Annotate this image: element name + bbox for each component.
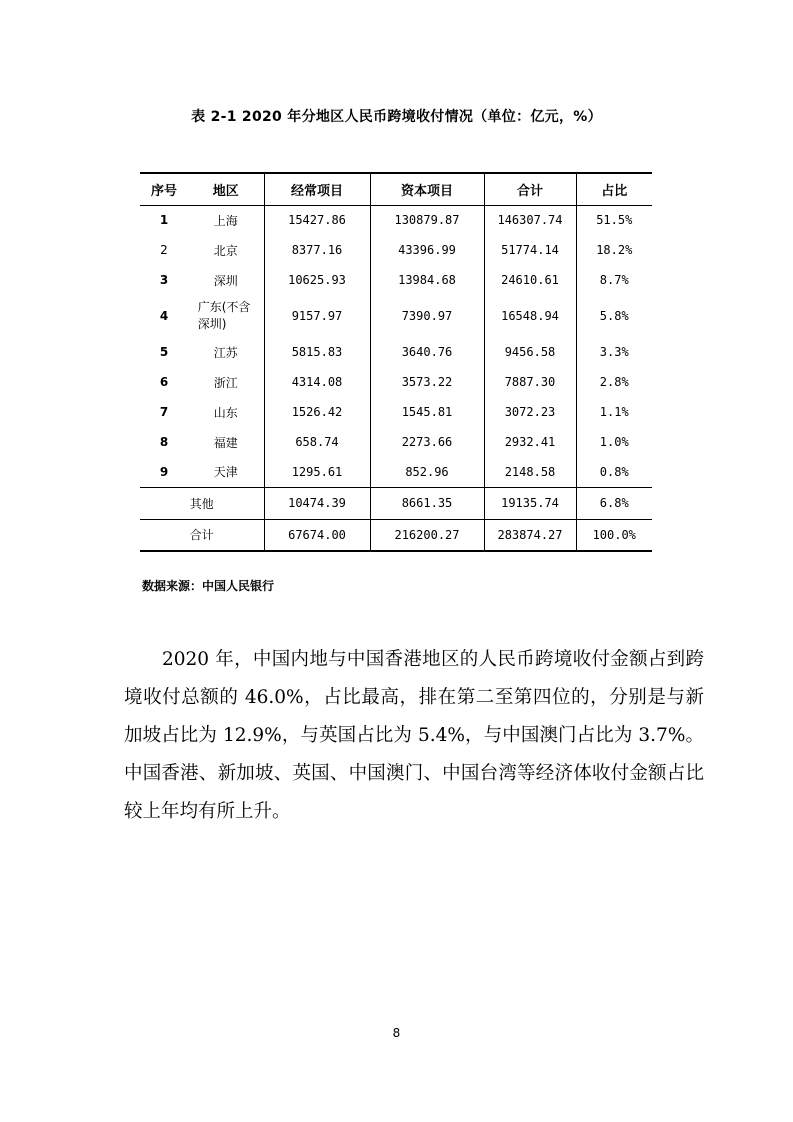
row-region: 北京 <box>213 243 238 258</box>
other-current: 10474.39 <box>264 487 370 519</box>
row-region-cell <box>188 295 264 337</box>
row-current: 4314.08 <box>264 367 370 397</box>
header-region: 地区 <box>188 173 264 205</box>
header-total: 合计 <box>484 173 576 205</box>
row-total: 16548.94 <box>484 295 576 337</box>
cross-border-rmb-table <box>140 172 652 552</box>
row-region: 山东 <box>213 405 238 420</box>
table-header-row <box>140 173 652 205</box>
row-total: 51774.14 <box>484 235 576 265</box>
row-index: 6 <box>159 375 169 389</box>
row-share: 0.8% <box>576 457 652 487</box>
total-total: 283874.27 <box>484 519 576 551</box>
row-capital: 1545.81 <box>370 397 484 427</box>
row-index: 1 <box>159 213 169 228</box>
row-capital: 13984.68 <box>370 265 484 295</box>
row-current: 658.74 <box>264 427 370 457</box>
row-share: 51.5% <box>576 205 652 235</box>
row-current: 5815.83 <box>264 337 370 367</box>
table-row-other <box>140 487 652 519</box>
row-index: 2 <box>160 243 168 257</box>
total-capital: 216200.27 <box>370 519 484 551</box>
row-index: 4 <box>159 309 169 323</box>
row-share: 3.3% <box>576 337 652 367</box>
row-capital: 3640.76 <box>370 337 484 367</box>
total-current: 67674.00 <box>264 519 370 551</box>
row-current: 8377.16 <box>264 235 370 265</box>
row-capital: 3573.22 <box>370 367 484 397</box>
row-total: 2932.41 <box>484 427 576 457</box>
row-current: 10625.93 <box>264 265 370 295</box>
table-row <box>140 427 652 457</box>
row-share: 8.7% <box>576 265 652 295</box>
row-capital: 7390.97 <box>370 295 484 337</box>
row-share: 18.2% <box>576 235 652 265</box>
row-index: 5 <box>159 345 169 359</box>
row-total: 24610.61 <box>484 265 576 295</box>
page-number: 8 <box>392 1026 401 1040</box>
row-current: 1295.61 <box>264 457 370 487</box>
row-total: 7887.30 <box>484 367 576 397</box>
table-row <box>140 265 652 295</box>
table-row <box>140 295 652 337</box>
data-source-note: 数据来源：中国人民银行 <box>142 579 275 593</box>
row-share: 2.8% <box>576 367 652 397</box>
table-row <box>140 235 652 265</box>
row-region: 深圳 <box>213 273 238 288</box>
total-share: 100.0% <box>576 519 652 551</box>
row-share: 1.1% <box>576 397 652 427</box>
table-row <box>140 367 652 397</box>
table-caption: 表 2-1 2020 年分地区人民币跨境收付情况（单位：亿元，%） <box>191 109 602 125</box>
row-capital: 43396.99 <box>370 235 484 265</box>
row-region: 福建 <box>213 435 238 450</box>
row-total: 3072.23 <box>484 397 576 427</box>
other-total: 19135.74 <box>484 487 576 519</box>
row-region: 上海 <box>213 213 238 228</box>
header-share: 占比 <box>576 173 652 205</box>
row-region: 广东(不含深圳) <box>197 300 251 331</box>
table-row <box>140 457 652 487</box>
total-label: 合计 <box>189 528 214 543</box>
row-share: 1.0% <box>576 427 652 457</box>
row-share: 5.8% <box>576 295 652 337</box>
row-index: 9 <box>159 464 169 479</box>
row-total: 2148.58 <box>484 457 576 487</box>
row-total: 9456.58 <box>484 337 576 367</box>
table-row <box>140 397 652 427</box>
row-current: 15427.86 <box>264 205 370 235</box>
row-current: 9157.97 <box>264 295 370 337</box>
row-region: 江苏 <box>213 345 238 360</box>
row-index: 3 <box>159 273 169 287</box>
header-current-account: 经常项目 <box>264 173 370 205</box>
table-row <box>140 205 652 235</box>
row-capital: 852.96 <box>370 457 484 487</box>
table-row <box>140 337 652 367</box>
other-share: 6.8% <box>576 487 652 519</box>
table-row-total <box>140 519 652 551</box>
row-total: 146307.74 <box>484 205 576 235</box>
row-region: 天津 <box>213 465 238 480</box>
body-paragraph: 2020 年，中国内地与中国香港地区的人民币跨境收付金额占到跨境收付总额的 46.0%，占比最高，排在第二至第四位的，分别是与新加坡占比为 12.9%，与英国占比为 5.4%，与中国澳门占比为 3.7%。中国香港、新加坡、英国、中国澳门、中国台湾等经济体收付金额占比较上年均有所上升。 <box>124 649 704 822</box>
other-capital: 8661.35 <box>370 487 484 519</box>
row-region: 浙江 <box>213 375 238 390</box>
other-label: 其他 <box>189 496 214 511</box>
row-capital: 130879.87 <box>370 205 484 235</box>
row-index: 7 <box>159 405 169 419</box>
row-index: 8 <box>159 435 169 449</box>
header-capital-account: 资本项目 <box>370 173 484 205</box>
row-capital: 2273.66 <box>370 427 484 457</box>
header-index: 序号 <box>140 173 188 205</box>
row-current: 1526.42 <box>264 397 370 427</box>
